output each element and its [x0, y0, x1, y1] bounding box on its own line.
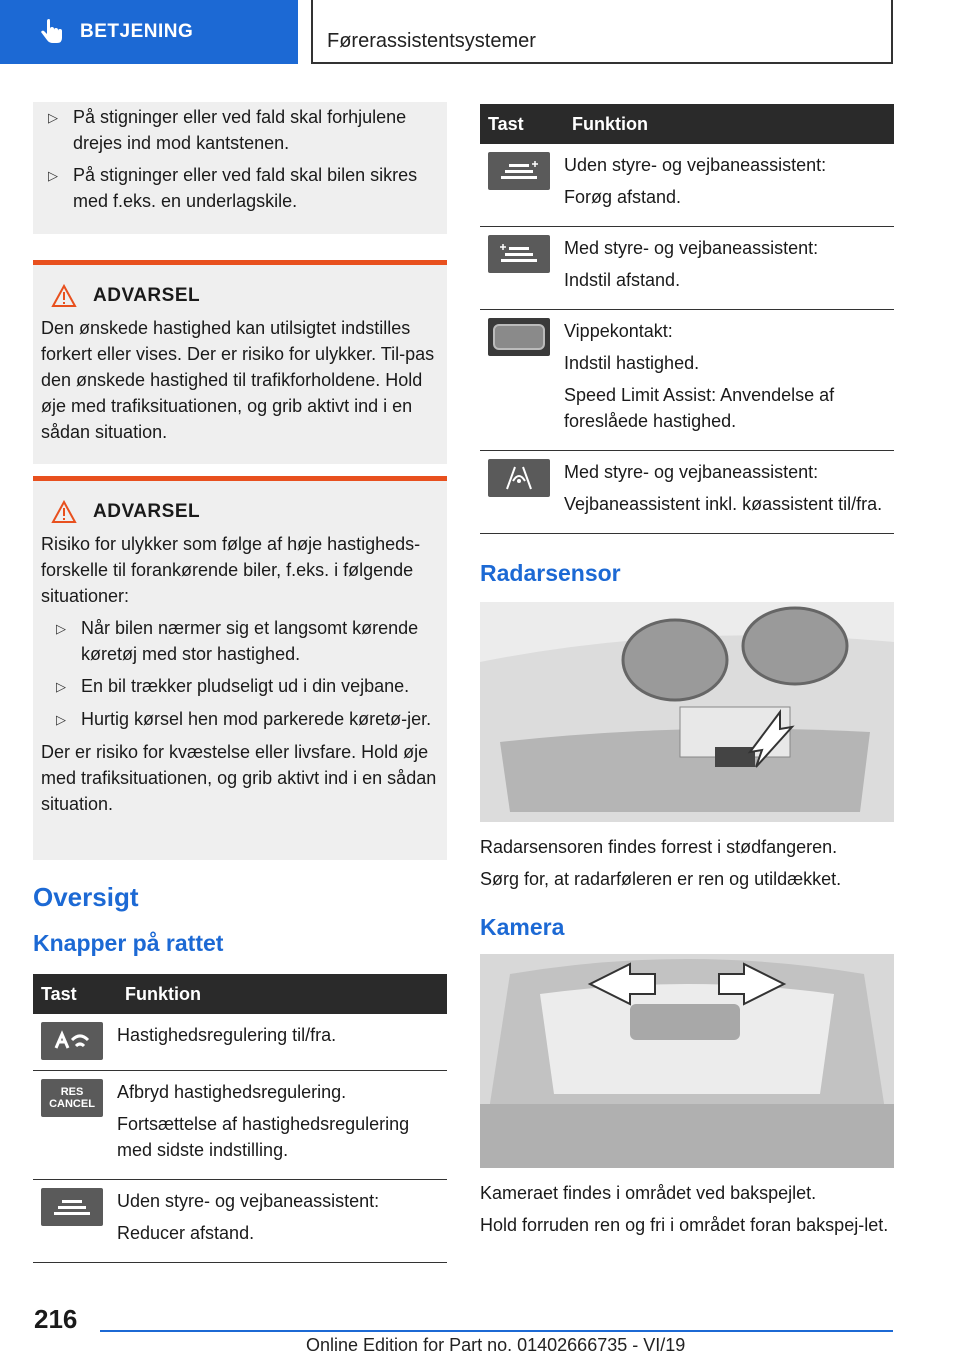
warning-title: ADVARSEL: [93, 285, 201, 306]
warning-box: [33, 476, 447, 860]
page-number: 216: [34, 1304, 78, 1334]
distance-decrease-icon: [41, 1188, 103, 1226]
lane-assist-icon: [488, 459, 550, 497]
column-header-function: Funktion: [564, 104, 894, 144]
list-item: ▷ Hurtig kørsel hen mod parkerede køretø-jer.: [41, 706, 439, 733]
camera-line: Kameraet findes i området ved bakspejlet.: [480, 1183, 817, 1203]
triangle-bullet-icon: ▷: [48, 168, 58, 183]
list-item: ▷ På stigninger eller ved fald skal bilen sikres med f.eks. en underlagskile.: [33, 162, 439, 214]
column-header-key: Tast: [33, 974, 117, 1014]
distance-increase-icon: [488, 152, 550, 190]
distance-set-icon: [488, 235, 550, 273]
warning-outro: Der er risiko for kvæstelse eller livsfare. Hold øje med trafiksituationen, og grib aktivt ind i en sådan situation.: [41, 742, 437, 814]
radar-line: Radarsensoren findes forrest i stødfangeren.: [480, 837, 838, 857]
section-tab[interactable]: [0, 0, 298, 64]
warning-header: [51, 499, 439, 525]
warning-title: ADVARSEL: [93, 501, 201, 522]
rocker-switch-icon: [488, 318, 550, 356]
table-header: [480, 104, 894, 144]
warning-header: [51, 283, 439, 309]
res-cancel-icon: RES CANCEL: [41, 1079, 103, 1117]
warning-intro: Risiko for ulykker som følge af høje hastigheds-forskelle til forankørende biler, f.eks. i følgende situationer:: [41, 534, 421, 606]
section-title: BETJENING: [80, 21, 194, 42]
triangle-bullet-icon: ▷: [56, 621, 66, 636]
list-item: ▷ Når bilen nærmer sig et langsomt kørende køretøj med stor hastighed.: [41, 615, 439, 667]
radar-sensor-image: [480, 602, 894, 822]
edition-link[interactable]: Online Edition for Part no. 01402666735 - VI/19: [306, 1335, 686, 1355]
radar-heading: Radarsensor: [480, 560, 621, 586]
warning-triangle-icon: [51, 284, 77, 308]
warning-triangle-icon: [51, 500, 77, 524]
radar-line: Sørg for, at radarføleren er ren og utildækket.: [480, 869, 842, 889]
warning-box: [33, 260, 447, 464]
section-heading: Oversigt: [33, 882, 139, 912]
triangle-bullet-icon: ▷: [56, 679, 66, 694]
hand-pointer-icon: [38, 18, 66, 46]
camera-image: [480, 954, 894, 1168]
triangle-bullet-icon: ▷: [56, 712, 66, 727]
buttons-table: [33, 974, 447, 1263]
camera-heading: Kamera: [480, 914, 565, 940]
table-row: Med styre- og vejbaneassistent: Indstil afstand.: [480, 227, 894, 310]
chapter-title: Førerassistentsystemer: [327, 30, 536, 52]
list-item: ▷ En bil trækker pludseligt ud i din vejbane.: [41, 673, 439, 700]
buttons-table: [480, 104, 894, 534]
list-item: ▷ På stigninger eller ved fald skal forhjulene drejes ind mod kantstenen.: [33, 104, 439, 156]
camera-line: Hold forruden ren og fri i området foran bakspej-let.: [480, 1215, 889, 1235]
table-header: [33, 974, 447, 1014]
column-header-function: Funktion: [117, 974, 447, 1014]
column-header-key: Tast: [480, 104, 564, 144]
warning-text: Den ønskede hastighed kan utilsigtet indstilles forkert eller vises. Der er risiko for ulykker. Til-pas den ønskede hastighed til trafikforholdene. Hold øje med trafiksituationen, og grib aktivt ind i en sådan situation.: [41, 318, 435, 442]
table-row: Hastighedsregulering til/fra.: [33, 1014, 447, 1071]
table-row: Med styre- og vejbaneassistent: Vejbaneassistent inkl. køassistent til/fra.: [480, 451, 894, 534]
footer-divider: [100, 1330, 893, 1332]
subsection-heading: Knapper på rattet: [33, 930, 224, 956]
chapter-header: [311, 0, 893, 64]
triangle-bullet-icon: ▷: [48, 110, 58, 125]
instruction-list: [33, 102, 447, 234]
table-row: RES CANCEL Afbryd hastighedsregulering. Fortsættelse af hastighedsregulering med sidste indstilling.: [33, 1071, 447, 1180]
cruise-control-icon: [41, 1022, 103, 1060]
table-row: Vippekontakt: Indstil hastighed. Speed Limit Assist: Anvendelse af foreslåede hastighed.: [480, 310, 894, 451]
table-row: Uden styre- og vejbaneassistent: Forøg afstand.: [480, 144, 894, 227]
table-row: Uden styre- og vejbaneassistent: Reducer afstand.: [33, 1180, 447, 1263]
